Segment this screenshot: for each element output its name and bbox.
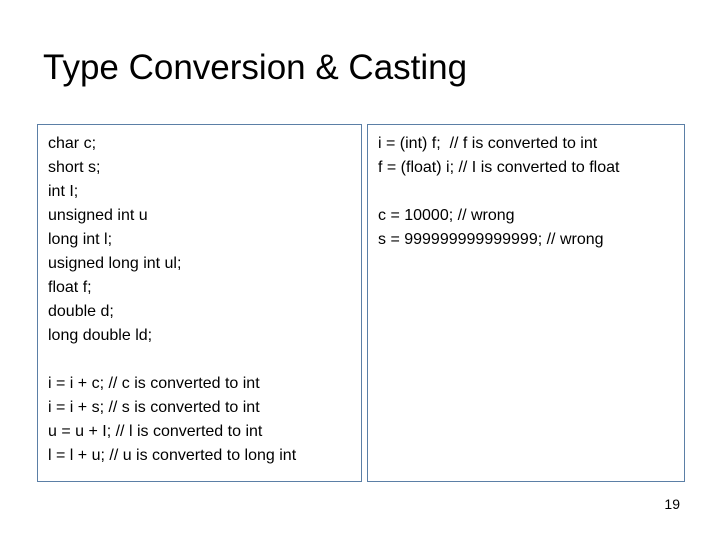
page-number: 19 — [664, 496, 680, 512]
left-code-box — [37, 124, 362, 482]
blank-line — [378, 180, 684, 204]
code-line: i = i + s; // s is converted to int — [48, 399, 260, 416]
code-line: int I; — [48, 183, 79, 200]
code-line: i = (int) f; // f is converted to int — [378, 135, 598, 152]
blank-line — [48, 348, 361, 372]
code-line: short s; — [48, 159, 101, 176]
code-line: usigned long int ul; — [48, 255, 182, 272]
code-line: long double ld; — [48, 327, 153, 344]
code-line: l = l + u; // u is converted to long int — [48, 447, 297, 464]
right-code-box — [367, 124, 685, 482]
code-line: c = 10000; // wrong — [378, 207, 515, 224]
code-line: float f; — [48, 279, 92, 296]
code-line: i = i + c; // c is converted to int — [48, 375, 260, 392]
code-line: char c; — [48, 135, 97, 152]
code-line: double d; — [48, 303, 114, 320]
slide-title: Type Conversion & Casting — [43, 48, 468, 87]
code-line: s = 999999999999999; // wrong — [378, 231, 604, 248]
code-line: f = (float) i; // I is converted to float — [378, 159, 620, 176]
code-line: long int l; — [48, 231, 113, 248]
code-line: unsigned int u — [48, 207, 148, 224]
code-line: u = u + I; // l is converted to int — [48, 423, 263, 440]
